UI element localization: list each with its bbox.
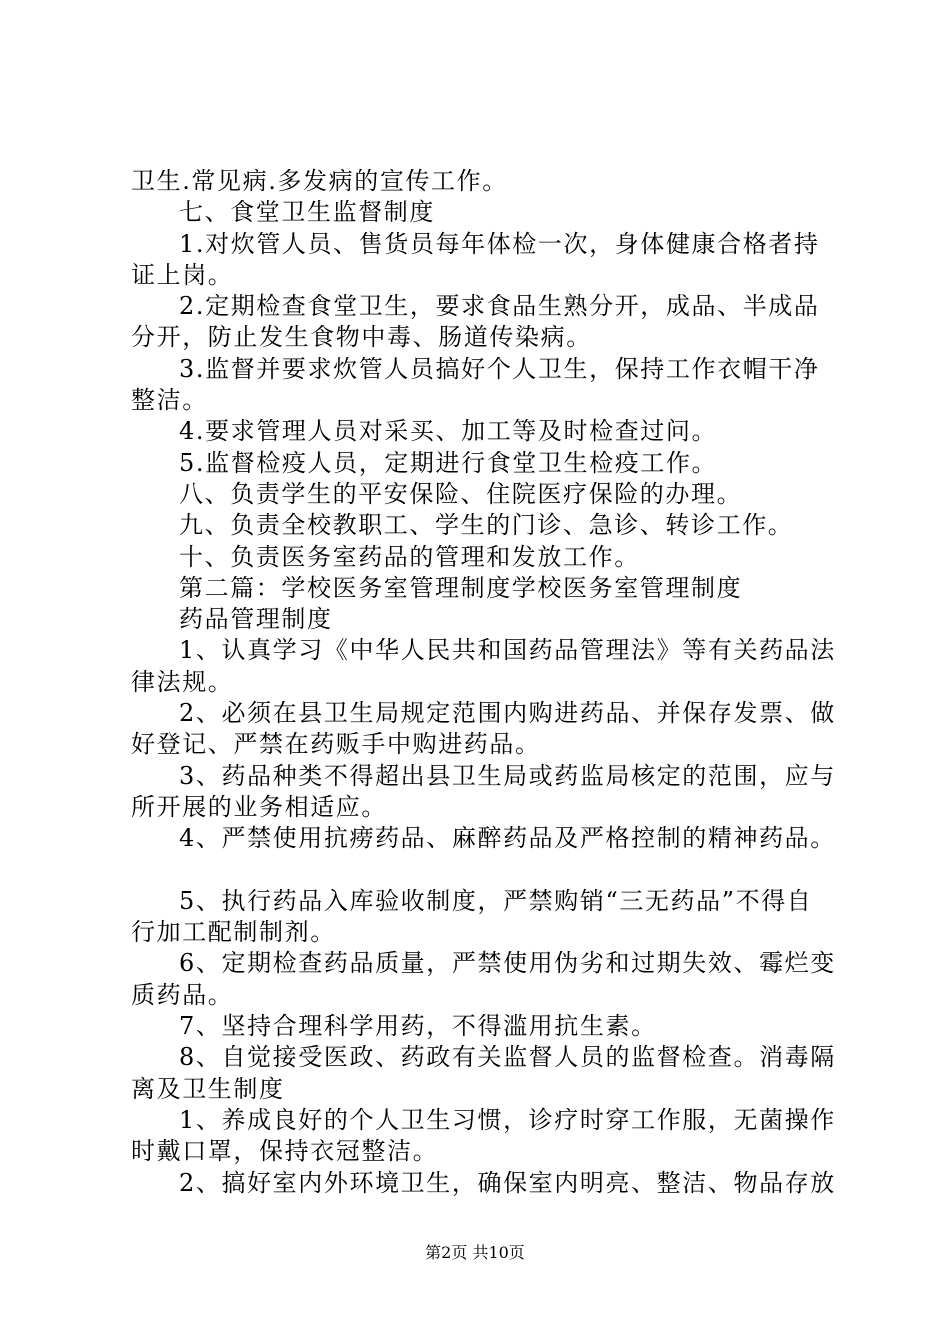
text-line: 药品管理制度 [179, 605, 333, 634]
text-line: 7、坚持合理科学用药，不得滥用抗生素。 [179, 1012, 657, 1041]
text-line: 八、负责学生的平安保险、住院医疗保险的办理。 [179, 479, 743, 508]
text-line: 卫生.常见病.多发病的宣传工作。 [131, 167, 508, 195]
text-line: 分开，防止发生食物中毒、肠道传染病。 [131, 323, 592, 352]
text-line: 3.监督并要求炊管人员搞好个人卫生，保持工作衣帽干净 [179, 354, 820, 383]
text-line: 时戴口罩，保持衣冠整洁。 [131, 1137, 439, 1166]
text-line: 行加工配制制剂。 [131, 918, 336, 947]
text-line: 十、负责医务室药品的管理和发放工作。 [179, 542, 640, 571]
text-line: 质药品。 [131, 980, 234, 1009]
text-line: 七、食堂卫生监督制度 [179, 198, 435, 227]
text-line: 律法规。 [131, 667, 234, 696]
document-body [131, 166, 836, 1199]
text-line: 2、必须在县卫生局规定范围内购进药品、并保存发票、做 [179, 699, 836, 728]
text-line: 证上岗。 [131, 260, 234, 289]
text-line: 6、定期检查药品质量，严禁使用伪劣和过期失效、霉烂变 [179, 949, 836, 978]
text-line: 好登记、严禁在药贩手中购进药品。 [131, 730, 541, 759]
text-line: 1、养成良好的个人卫生习惯，诊疗时穿工作服，无菌操作 [179, 1105, 836, 1134]
text-line: 1.对炊管人员、售货员每年体检一次，身体健康合格者持 [179, 229, 820, 258]
text-line: 5.监督检疫人员，定期进行食堂卫生检疫工作。 [179, 448, 718, 477]
blank-line [131, 855, 831, 886]
text-line: 离及卫生制度 [131, 1074, 285, 1103]
text-line: 2.定期检查食堂卫生，要求食品生熟分开，成品、半成品 [179, 292, 820, 321]
text-line: 4、严禁使用抗痨药品、麻醉药品及严格控制的精神药品。 [179, 824, 836, 853]
page-footer: 第2页 共10页 [425, 1243, 525, 1262]
text-line: 2、搞好室内外环境卫生，确保室内明亮、整洁、物品存放 [179, 1168, 836, 1197]
text-line: 整洁。 [131, 386, 208, 415]
text-line: 所开展的业务相适应。 [131, 792, 387, 821]
text-line: 3、药品种类不得超出县卫生局或药监局核定的范围，应与 [179, 761, 836, 790]
text-line: 九、负责全校教职工、学生的门诊、急诊、转诊工作。 [179, 511, 794, 540]
text-line: 4.要求管理人员对采买、加工等及时检查过问。 [179, 417, 718, 446]
text-line: 1、认真学习《中华人民共和国药品管理法》等有关药品法 [179, 636, 836, 665]
text-line: 8、自觉接受医政、药政有关监督人员的监督检查。消毒隔 [179, 1043, 836, 1072]
text-line: 5、执行药品入库验收制度，严禁购销“三无药品”不得自 [179, 886, 813, 915]
text-line: 第二篇：学校医务室管理制度学校医务室管理制度 [179, 573, 743, 602]
